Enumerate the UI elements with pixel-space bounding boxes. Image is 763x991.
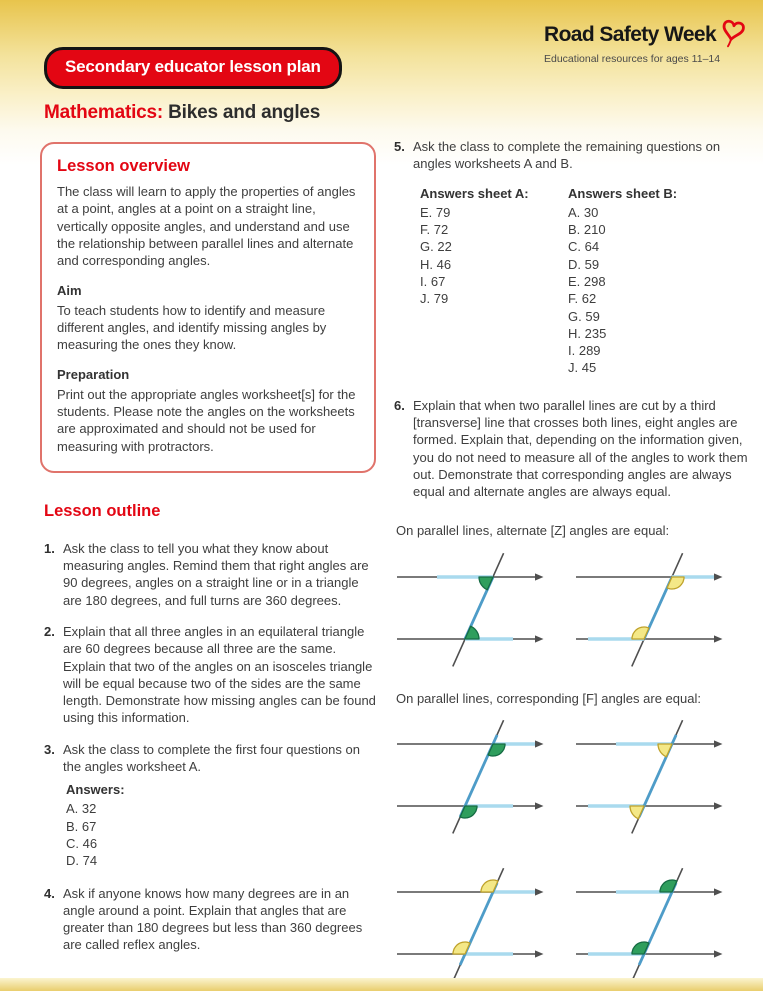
answer-line: C. 46 — [66, 836, 98, 852]
alternate-angles-figures — [394, 542, 750, 682]
step-number: 2. — [44, 623, 55, 639]
step-item-4 — [44, 885, 376, 954]
overview-heading: Lesson overview — [57, 157, 190, 175]
parallel-lines-diagram-corresponding-green-2 — [573, 857, 738, 991]
answer-line: D. 74 — [66, 853, 98, 869]
aim-text: To teach students how to identify and measure different angles, and identify missing angles by measuring the ones they know. — [57, 302, 327, 353]
step-text: Ask the class to complete the remaining questions on angles worksheets A and B. — [413, 139, 721, 172]
lesson-overview-box — [40, 142, 376, 473]
step-text: Ask the class to complete the first four questions on the angles worksheet A. — [63, 741, 360, 774]
step-item-5 — [394, 138, 750, 173]
answer-line: B. 67 — [66, 818, 97, 834]
corresponding-angles-figures-row-1 — [394, 709, 750, 849]
parallel-lines-diagram-alternate-yellow — [573, 542, 738, 682]
answer-sheets — [420, 185, 750, 377]
brand-tagline: Educational resources for ages 11–14 — [544, 53, 721, 66]
subject-label: Mathematics: — [44, 102, 164, 123]
step-item-2 — [44, 623, 376, 727]
step-item-3 — [44, 741, 376, 776]
answer-line: G. 59 — [568, 308, 600, 324]
lesson-plan-badge: Secondary educator lesson plan — [44, 47, 342, 89]
brand-logo — [544, 18, 754, 67]
corresponding-angles-figures-row-2 — [394, 857, 750, 991]
answer-line: J. 79 — [420, 291, 449, 307]
answer-line: G. 22 — [420, 239, 452, 255]
heart-icon — [720, 18, 746, 52]
alternate-angles-caption: On parallel lines, alternate [Z] angles are equal: — [396, 523, 670, 539]
outline-heading: Lesson outline — [44, 501, 161, 520]
sheet-b-heading: Answers sheet B: — [568, 185, 678, 201]
topic-label: Bikes and angles — [168, 102, 321, 123]
footer-accent-bar — [0, 978, 763, 991]
page-title — [44, 100, 320, 125]
answer-line: C. 64 — [568, 239, 600, 255]
answers-heading: Answers: — [66, 782, 125, 798]
step-number: 6. — [394, 397, 405, 413]
answer-line: F. 62 — [568, 291, 597, 307]
answer-line: E. 79 — [420, 204, 451, 220]
sheet-a-heading: Answers sheet A: — [420, 185, 529, 201]
answer-line: D. 59 — [568, 256, 600, 272]
brand-title: Road Safety Week — [544, 23, 717, 47]
parallel-lines-diagram-corresponding-yellow-2 — [394, 857, 559, 991]
corresponding-angles-caption: On parallel lines, corresponding [F] angles are equal: — [396, 690, 701, 706]
answer-line: B. 210 — [568, 222, 606, 238]
answer-line: F. 72 — [420, 222, 449, 238]
answer-line: I. 67 — [420, 273, 446, 289]
answer-line: J. 45 — [568, 360, 597, 376]
step-item-1 — [44, 540, 376, 609]
answer-line: A. 32 — [66, 801, 97, 817]
answer-line: A. 30 — [568, 204, 599, 220]
step-number: 5. — [394, 139, 405, 154]
step-text: Explain that when two parallel lines are cut by a third [transverse] line that crosses both lines, eight angles are formed. Explain that, depending on the information given, you do not need to measure all of the angles to work them out. Demonstrate that corresponding angles are always equal and alternate angles are always equal. — [413, 397, 748, 500]
step-item-6 — [394, 397, 750, 501]
brand-row — [544, 18, 754, 52]
answers-sheet-b — [568, 185, 716, 377]
step-number: 4. — [44, 885, 55, 901]
step-text: Ask if anyone knows how many degrees are in an angle around a point. Explain that angles that are greater than 180 degrees but less than 360 degrees are called reflex angles. — [63, 885, 363, 953]
preparation-text: Print out the appropriate angles worksheet[s] for the students. Please note the angles on the worksheets are approximated and should not be used for measuring with protractors. — [57, 386, 356, 454]
step-text: Ask the class to tell you what they know about measuring angles. Remind them that right angles are 90 degrees, angles on a straight line or in a triangle are 180 degrees, and full turns are 360 degrees. — [63, 540, 369, 608]
answer-line: I. 289 — [568, 343, 601, 359]
right-column — [394, 138, 750, 991]
overview-intro: The class will learn to apply the properties of angles at a point, angles at a point on a straight line, vertically opposite angles, and understand and use the relationship between parallel lines and alternate and corresponding angles. — [57, 183, 356, 269]
parallel-lines-diagram-corresponding-yellow-1 — [573, 709, 738, 849]
parallel-lines-diagram-corresponding-green-1 — [394, 709, 559, 849]
preparation-heading: Preparation — [57, 367, 130, 383]
answers-list — [66, 781, 376, 869]
step-text: Explain that all three angles in an equilateral triangle are 60 degrees because all three are the same. Explain that two of the angles on an isosceles triangle will be equal because two of the sides are the same length. Demonstrate how missing angles can be found using this information. — [63, 623, 376, 726]
answer-line: H. 46 — [420, 256, 452, 272]
answer-line: E. 298 — [568, 273, 606, 289]
answer-line: H. 235 — [568, 325, 607, 341]
answers-sheet-a — [420, 185, 568, 377]
left-column — [40, 142, 376, 968]
step-number: 1. — [44, 540, 55, 556]
parallel-lines-diagram-alternate-green — [394, 542, 559, 682]
step-number: 3. — [44, 741, 55, 757]
aim-heading: Aim — [57, 283, 82, 299]
